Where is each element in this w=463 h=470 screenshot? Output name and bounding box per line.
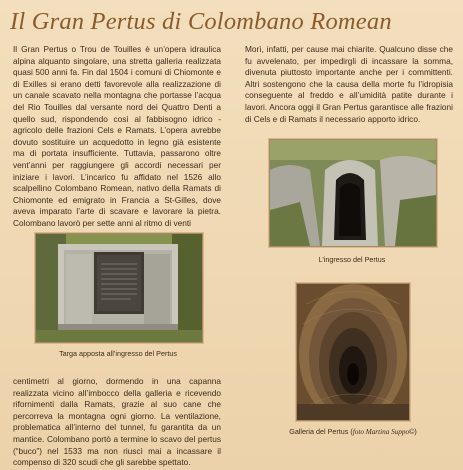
article-text-right: Morì, infatti, per cause mai chiarite. Qualcuno disse che fu avvelenato, per impedirgli di incassare la somma, divenuta piuttosto importante anche per i committenti. Altri sostengono che la causa della morte fu l’idropisia conseguente al freddo e all’umidità patite durante i lavori. Ancora oggi il Gran Pertus garantisce alle frazioni di Cels e di Ramats il necessario apporto idrico.	[245, 44, 453, 124]
gallery-caption-end: ©)	[409, 427, 417, 436]
article-text-bottom: centimetri al giorno, dormendo in una capanna realizzata vicino all’imbocco della galleria e ricevendo rifornimenti dalla Ramats, grazie al suo cane che percorreva la montagna ogni giorno. La ventilazione, problematica all’interno del tunnel, fu garantita da un mantice. Colombano portò a termine lo scavo del pertus (“buco”) nel 1533 ma non riuscì mai a incassare il compenso di 320 scudi che gli sarebbe spettato.	[13, 376, 221, 468]
gallery-caption	[283, 427, 423, 436]
entrance-caption: L’ingresso del Pertus	[318, 255, 386, 264]
gallery-caption-main: Galleria del Pertus (	[289, 427, 353, 436]
plaque-photo	[35, 233, 203, 343]
plaque-caption: Targa apposta all’ingresso del Pertus	[59, 349, 177, 358]
article-text-left: Il Gran Pertus o Trou de Touilles è un’opera idraulica alpina alquanto singolare, una stretta galleria realizzata quasi 500 anni fa. Fin dal 1504 i comuni di Chiomonte e di Exilles si erano detti favorevole alla realizzazione di un canale scavato nella montagna che portasse l’acqua del Rio Touilles dal versante nord dei Quattro Denti a quello sud, rispondendo così al fabbisogno idrico - agricolo delle frazioni Cels e Ramats. L’opera avrebbe dovuto sostituire un acquedotto in legno già esistente ma di portata insufficiente. Tuttavia, passarono oltre vent’anni per raggiungere gli accordi necessari per iniziare i lavori. L’incarico fu affidato nel 1526 allo scalpellino Colombano Romean, nativo della Ramats di Chiomonte ed emigrato in Francia a St-Gilles, dove aveva imparato l’arte di scavare e lavorare la pietra. Colombano lavorò per sette anni al ritmo di venti	[13, 44, 221, 228]
page-title: Il Gran Pertus di Colombano Romean	[10, 8, 392, 35]
entrance-photo	[269, 139, 437, 247]
gallery-photo	[296, 283, 410, 421]
gallery-caption-credit: foto Martina Suppo	[352, 428, 410, 436]
